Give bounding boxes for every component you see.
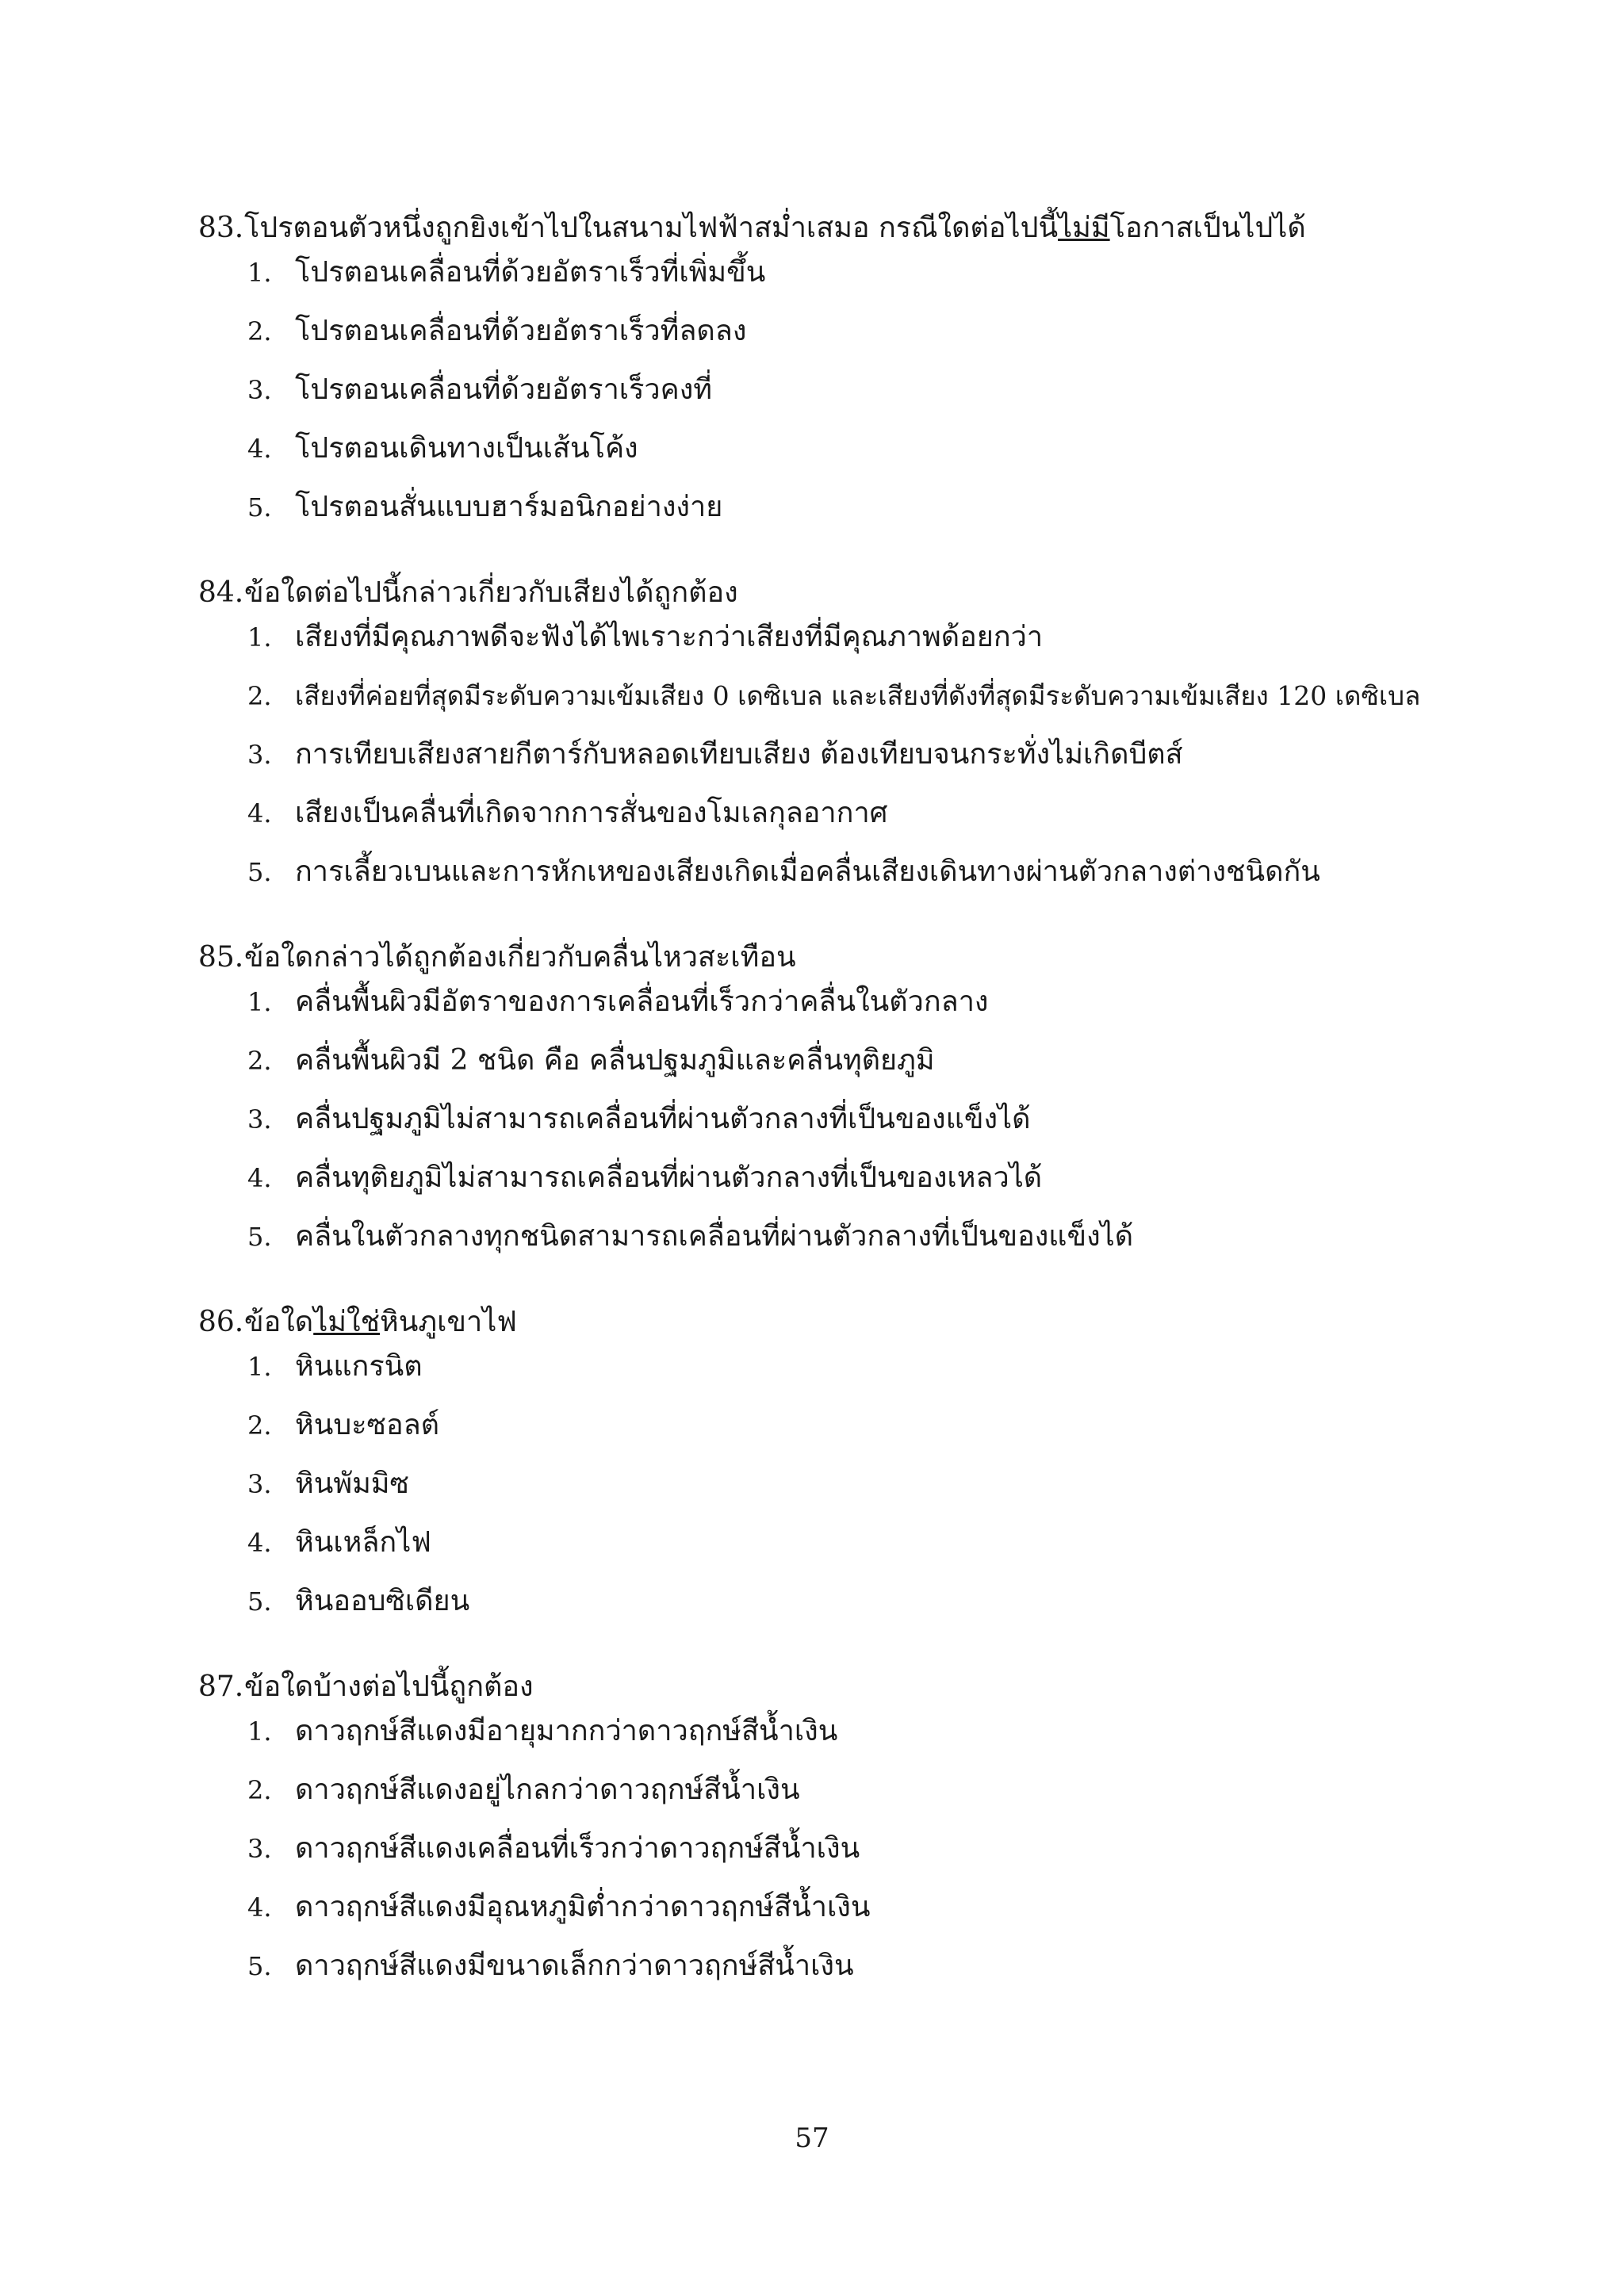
option-item — [247, 615, 1499, 674]
question-stem — [198, 571, 1499, 615]
option-item — [247, 368, 1499, 427]
option-text: ดาวฤกษ์สีแดงอยู่ไกลกว่าดาวฤกษ์สีน้ำเงิน — [295, 1774, 800, 1806]
option-text: การเทียบเสียงสายกีตาร์กับหลอดเทียบเสียง ต้องเทียบจนกระทั่งไม่เกิดบีตส์ — [295, 738, 1183, 771]
option-text: คลื่นในตัวกลางทุกชนิดสามารถเคลื่อนที่ผ่านตัวกลางที่เป็นของแข็งได้ — [295, 1220, 1134, 1253]
question-text — [244, 206, 1306, 251]
question-text-part: โปรตอนตัวหนึ่งถูกยิงเข้าไปในสนามไฟฟ้าสม่ำเสมอ กรณีใดต่อไปนี้ — [244, 212, 1059, 244]
option-item — [247, 309, 1499, 368]
question-stem — [198, 1665, 1499, 1709]
option-text: การเลี้ยวเบนและการหักเหของเสียงเกิดเมื่อคลื่นเสียงเดินทางผ่านตัวกลางต่างชนิดกัน — [295, 855, 1320, 888]
question-text — [244, 1665, 534, 1709]
option-item — [247, 1521, 1499, 1579]
option-number: 5. — [247, 1951, 272, 1981]
question-number: 85. — [198, 941, 244, 974]
option-number: 4. — [247, 1163, 272, 1193]
option-text: เสียงที่ค่อยที่สุดมีระดับความเข้มเสียง 0 เดซิเบล และเสียงที่ดังที่สุดมีระดับความเข้มเสียง 120 เดซิเบล — [295, 680, 1421, 711]
option-number: 2. — [247, 1410, 272, 1441]
option-item — [247, 1885, 1499, 1944]
question-text — [244, 936, 796, 980]
option-item — [247, 1579, 1499, 1638]
option-text: ดาวฤกษ์สีแดงมีอุณหภูมิต่ำกว่าดาวฤกษ์สีน้ำเงิน — [295, 1891, 871, 1923]
option-item — [247, 1827, 1499, 1885]
option-list — [198, 1345, 1499, 1638]
option-item — [247, 850, 1499, 909]
option-item — [247, 674, 1499, 733]
option-number: 3. — [247, 1469, 272, 1499]
option-number: 4. — [247, 1528, 272, 1558]
option-text: ดาวฤกษ์สีแดงมีขนาดเล็กกว่าดาวฤกษ์สีน้ำเงิน — [295, 1950, 854, 1982]
option-text: คลื่นทุติยภูมิไม่สามารถเคลื่อนที่ผ่านตัวกลางที่เป็นของเหลวได้ — [295, 1161, 1043, 1194]
option-item — [247, 1345, 1499, 1403]
option-text: คลื่นพื้นผิวมี 2 ชนิด คือ คลื่นปฐมภูมิและคลื่นทุติยภูมิ — [295, 1044, 935, 1077]
option-text: ดาวฤกษ์สีแดงเคลื่อนที่เร็วกว่าดาวฤกษ์สีน้ำเงิน — [295, 1832, 860, 1865]
question-text — [244, 1300, 517, 1345]
question-84 — [198, 571, 1499, 909]
question-stem — [198, 206, 1499, 251]
question-number: 86. — [198, 1306, 244, 1338]
option-text: เสียงที่มีคุณภาพดีจะฟังได้ไพเราะกว่าเสียงที่มีคุณภาพด้อยกว่า — [295, 621, 1044, 653]
option-text: หินพัมมิซ — [295, 1468, 409, 1500]
option-item — [247, 1156, 1499, 1215]
option-list — [198, 251, 1499, 544]
question-87 — [198, 1665, 1499, 2003]
option-number: 5. — [247, 1222, 272, 1252]
option-number: 3. — [247, 740, 272, 770]
option-text: คลื่นปฐมภูมิไม่สามารถเคลื่อนที่ผ่านตัวกลางที่เป็นของแข็งได้ — [295, 1103, 1031, 1135]
option-text: เสียงเป็นคลื่นที่เกิดจากการสั่นของโมเลกุลอากาศ — [295, 797, 888, 829]
option-list — [198, 1709, 1499, 2003]
option-item — [247, 1215, 1499, 1273]
page-number: 57 — [795, 2122, 829, 2154]
option-number: 3. — [247, 1834, 272, 1864]
option-number: 4. — [247, 1892, 272, 1923]
option-number: 3. — [247, 375, 272, 405]
option-item — [247, 791, 1499, 850]
question-text-part: ข้อใดต่อไปนี้กล่าวเกี่ยวกับเสียงได้ถูกต้อง — [244, 576, 738, 609]
option-number: 1. — [247, 987, 272, 1017]
option-item — [247, 733, 1499, 791]
question-text-part: หินภูเขาไฟ — [380, 1306, 517, 1338]
option-item — [247, 251, 1499, 309]
question-stem — [198, 1300, 1499, 1345]
option-number: 3. — [247, 1104, 272, 1135]
option-item — [247, 1462, 1499, 1521]
option-list — [198, 615, 1499, 909]
option-text: โปรตอนเคลื่อนที่ด้วยอัตราเร็วคงที่ — [295, 373, 713, 406]
question-number: 84. — [198, 576, 244, 609]
option-number: 2. — [247, 1775, 272, 1805]
option-item — [247, 1709, 1499, 1768]
option-text: โปรตอนเคลื่อนที่ด้วยอัตราเร็วที่ลดลง — [295, 315, 747, 347]
option-text: โปรตอนสั่นแบบฮาร์มอนิกอย่างง่าย — [295, 491, 723, 523]
question-85 — [198, 936, 1499, 1273]
option-item — [247, 1768, 1499, 1827]
question-text-part: โอกาสเป็นไปได้ — [1109, 212, 1306, 244]
question-86 — [198, 1300, 1499, 1638]
question-text-part: ข้อใด — [244, 1306, 314, 1338]
option-number: 5. — [247, 857, 272, 887]
option-item — [247, 427, 1499, 485]
option-list — [198, 980, 1499, 1273]
option-number: 1. — [247, 1716, 272, 1747]
question-stem — [198, 936, 1499, 980]
option-item — [247, 1039, 1499, 1097]
option-number: 2. — [247, 316, 272, 346]
question-text — [244, 571, 738, 615]
option-number: 2. — [247, 1046, 272, 1076]
question-text-underlined: ไม่ใช่ — [313, 1306, 381, 1338]
option-item — [247, 1944, 1499, 2003]
option-number: 1. — [247, 622, 272, 652]
option-item — [247, 1403, 1499, 1462]
option-number: 5. — [247, 492, 272, 522]
option-text: หินแกรนิต — [295, 1350, 423, 1383]
option-text: โปรตอนเดินทางเป็นเส้นโค้ง — [295, 432, 638, 465]
question-number: 83. — [198, 212, 244, 244]
question-number: 87. — [198, 1670, 244, 1703]
question-83 — [198, 206, 1499, 544]
option-number: 1. — [247, 258, 272, 288]
option-text: คลื่นพื้นผิวมีอัตราของการเคลื่อนที่เร็วกว่าคลื่นในตัวกลาง — [295, 985, 989, 1018]
option-text: หินบะซอลต์ — [295, 1409, 440, 1441]
question-text-part: ข้อใดบ้างต่อไปนี้ถูกต้อง — [244, 1670, 534, 1703]
option-item — [247, 485, 1499, 544]
option-item — [247, 1097, 1499, 1156]
option-number: 4. — [247, 434, 272, 464]
option-text: หินออบซิเดียน — [295, 1585, 470, 1617]
option-text: โปรตอนเคลื่อนที่ด้วยอัตราเร็วที่เพิ่มขึ้น — [295, 256, 766, 289]
option-number: 4. — [247, 798, 272, 828]
option-text: ดาวฤกษ์สีแดงมีอายุมากกว่าดาวฤกษ์สีน้ำเงิน — [295, 1715, 838, 1747]
option-number: 2. — [247, 681, 272, 711]
question-text-part: ข้อใดกล่าวได้ถูกต้องเกี่ยวกับคลื่นไหวสะเทือน — [244, 941, 796, 974]
question-text-underlined: ไม่มี — [1058, 212, 1110, 244]
option-number: 1. — [247, 1352, 272, 1382]
option-item — [247, 980, 1499, 1039]
option-text: หินเหล็กไฟ — [295, 1526, 431, 1559]
option-number: 5. — [247, 1586, 272, 1617]
